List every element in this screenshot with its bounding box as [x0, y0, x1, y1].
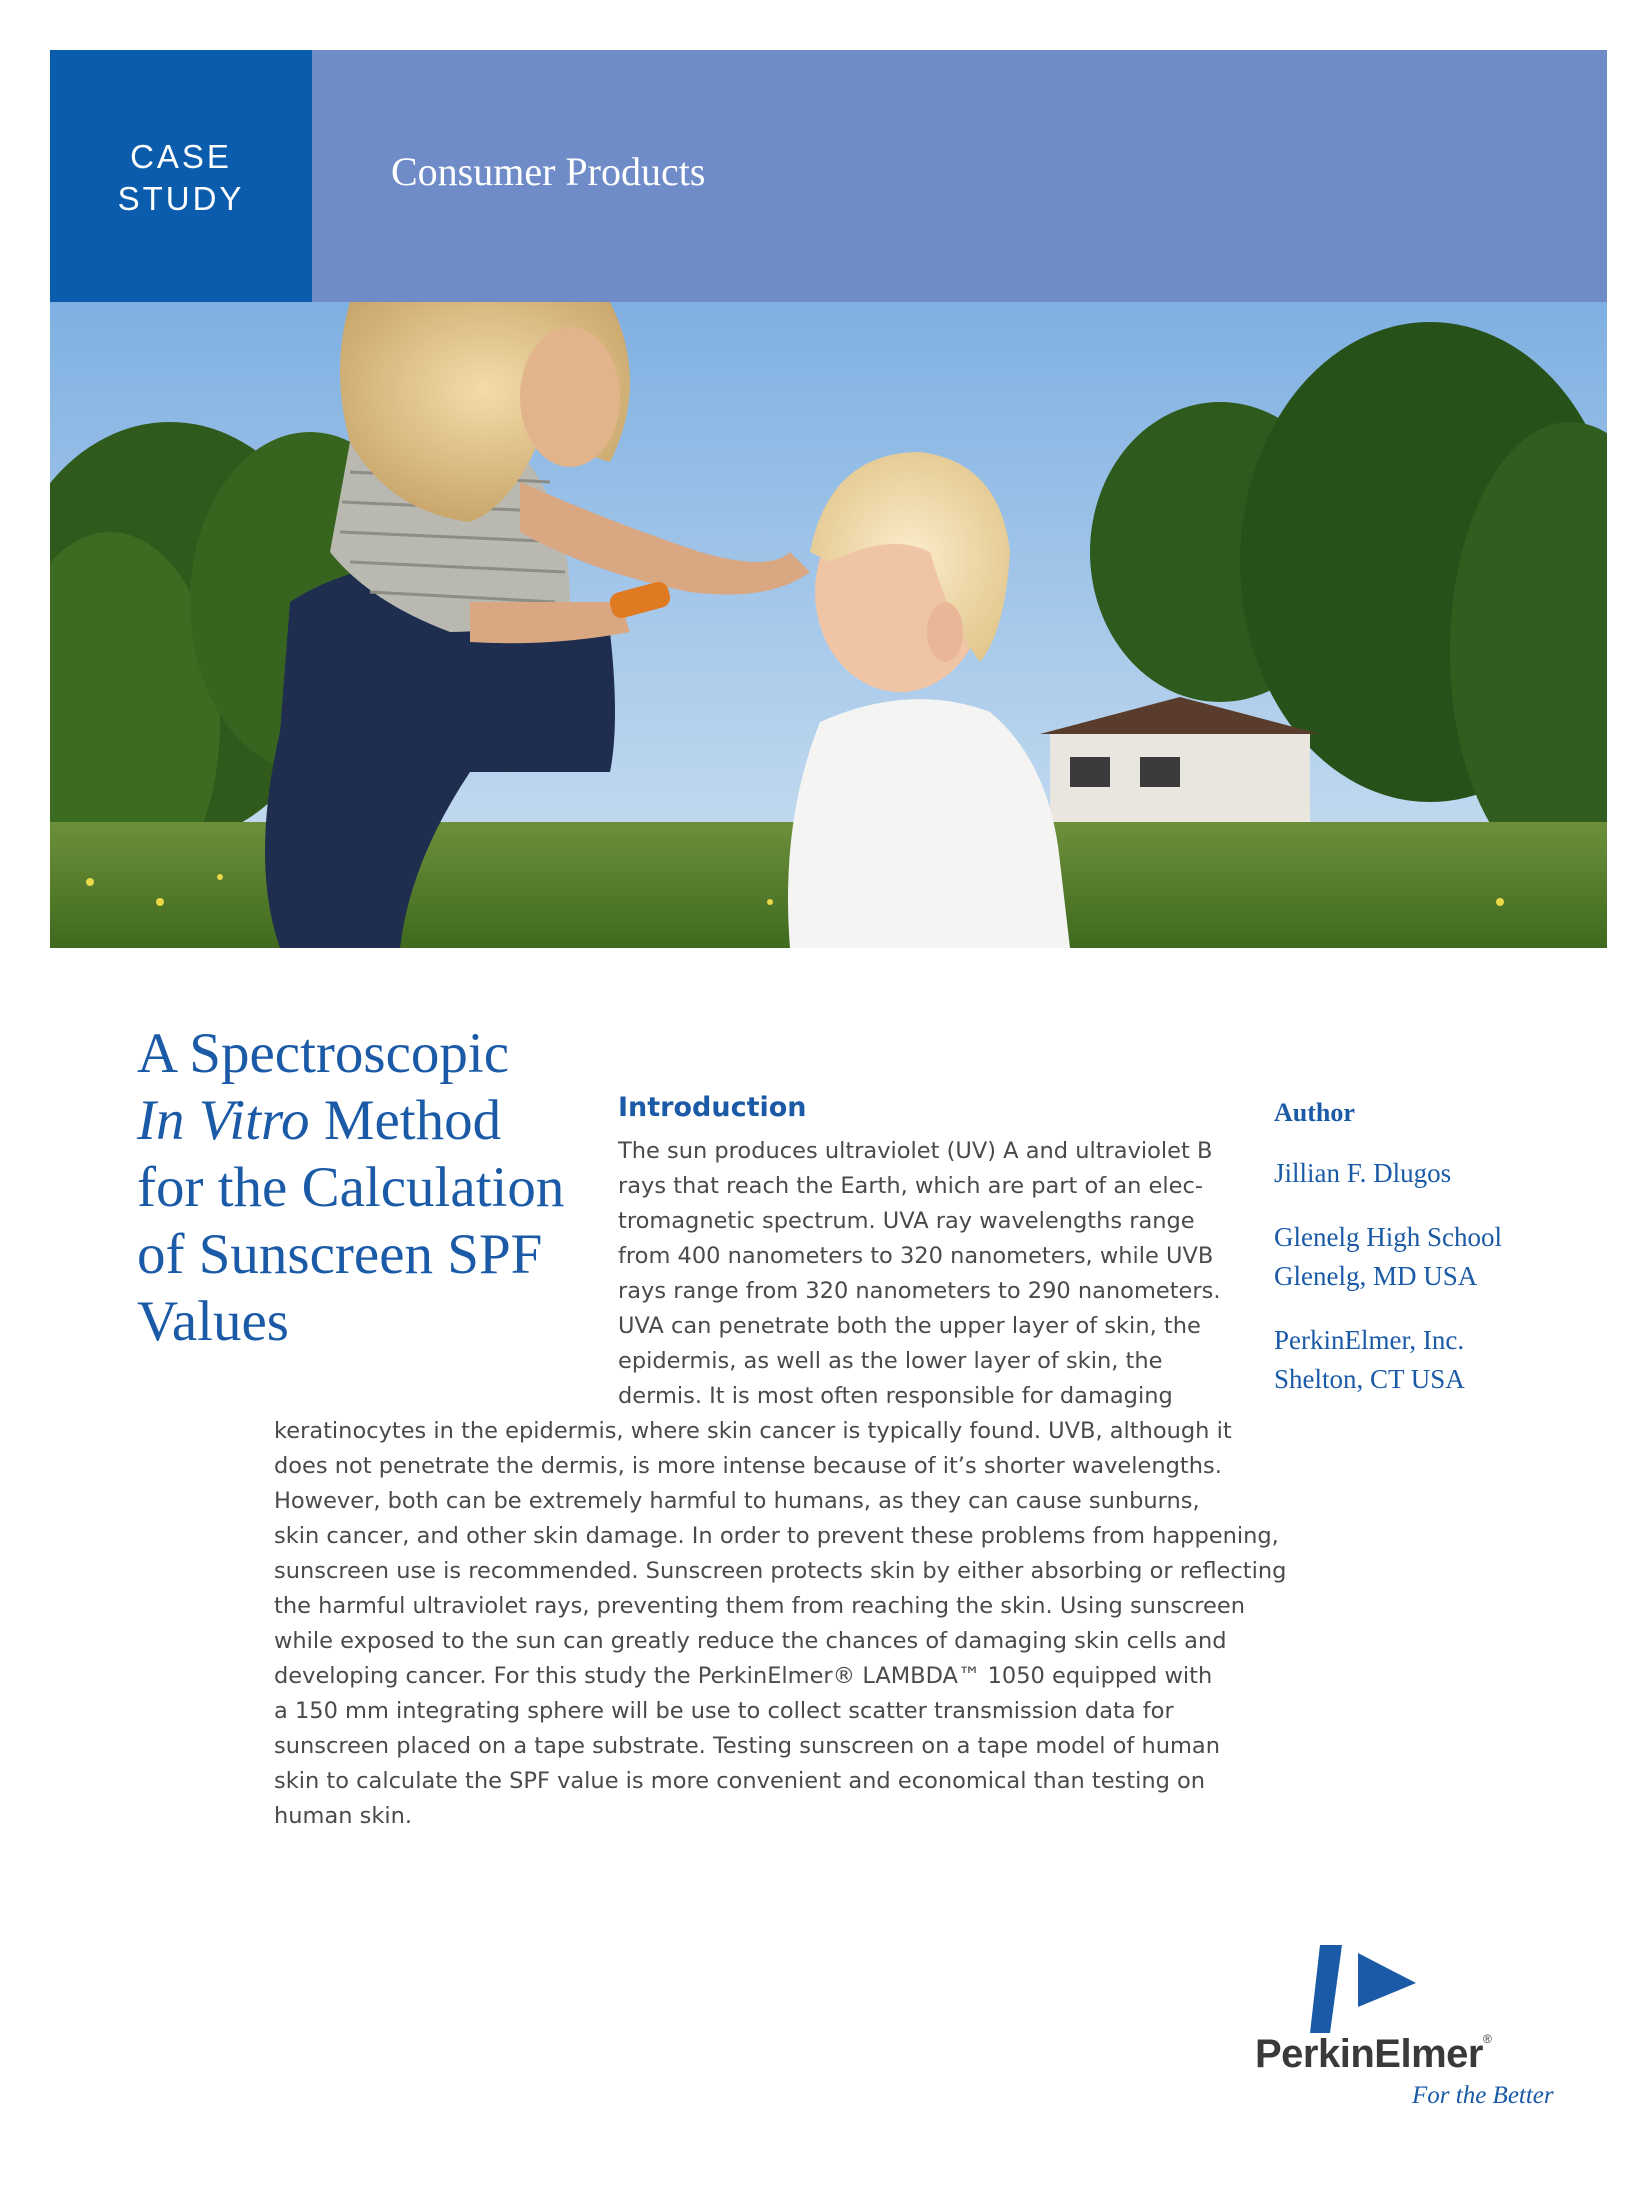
body-line: from 400 nanometers to 320 nanometers, while UVB — [618, 1243, 1214, 1269]
body-line: UVA can penetrate both the upper layer of skin, the — [618, 1313, 1201, 1339]
title-line-1: A Spectroscopic — [137, 1022, 510, 1085]
body-line: dermis. It is most often responsible for damaging — [618, 1383, 1173, 1409]
body-line: However, both can be extremely harmful to humans, as they can cause sunburns, — [274, 1488, 1200, 1514]
body-line: skin cancer, and other skin damage. In order to prevent these problems from happening, — [274, 1523, 1279, 1549]
title-line-2 — [137, 1087, 607, 1154]
logo-wordmark-text: PerkinElmer — [1255, 2032, 1483, 2076]
category-title: Consumer Products — [391, 149, 706, 194]
case-study-label-line1: CASE — [130, 138, 232, 175]
body-line: developing cancer. For this study the PerkinElmer® LAMBDA™ 1050 equipped with — [274, 1663, 1213, 1689]
body-line: rays that reach the Earth, which are part of an elec- — [618, 1173, 1203, 1199]
author-name: Jillian F. Dlugos — [1274, 1158, 1452, 1188]
logo-tagline: For the Better — [1412, 2082, 1554, 2109]
document-title — [137, 1020, 607, 1355]
title-line-5: Values — [137, 1290, 289, 1353]
author-school-location: Glenelg, MD USA — [1274, 1261, 1478, 1291]
body-line: sunscreen placed on a tape substrate. Testing sunscreen on a tape model of human — [274, 1733, 1220, 1759]
body-line: does not penetrate the dermis, is more intense because of it’s shorter wavelengths. — [274, 1453, 1222, 1479]
author-school: Glenelg High School — [1274, 1222, 1502, 1252]
author-company: PerkinElmer, Inc. — [1274, 1325, 1465, 1355]
introduction-heading: Introduction — [618, 1092, 807, 1123]
body-line: skin to calculate the SPF value is more convenient and economical than testing on — [274, 1768, 1206, 1794]
body-line: tromagnetic spectrum. UVA ray wavelengths range — [618, 1208, 1195, 1234]
author-heading: Author — [1274, 1098, 1355, 1127]
title-line-2-rest: Method — [309, 1089, 502, 1152]
title-italic-term: In Vitro — [137, 1089, 310, 1152]
logo-wordmark — [1255, 2032, 1491, 2077]
body-line: epidermis, as well as the lower layer of skin, the — [618, 1348, 1163, 1374]
title-line-4: of Sunscreen SPF — [137, 1223, 543, 1286]
body-line: human skin. — [274, 1803, 413, 1829]
perkinelmer-p-logo-icon — [1310, 1945, 1420, 2039]
body-line: The sun produces ultraviolet (UV) A and ultraviolet B — [618, 1138, 1213, 1164]
body-line: rays range from 320 nanometers to 290 nanometers. — [618, 1278, 1221, 1304]
body-line: sunscreen use is recommended. Sunscreen protects skin by either absorbing or reflecting — [274, 1558, 1287, 1584]
body-line: a 150 mm integrating sphere will be use to collect scatter transmission data for — [274, 1698, 1174, 1724]
case-study-label — [50, 50, 312, 302]
body-line: keratinocytes in the epidermis, where skin cancer is typically found. UVB, although it — [274, 1418, 1232, 1444]
author-company-location: Shelton, CT USA — [1274, 1364, 1465, 1394]
body-line: while exposed to the sun can greatly reduce the chances of damaging skin cells and — [274, 1628, 1227, 1654]
title-line-3: for the Calculation — [137, 1156, 565, 1219]
hero-photo — [50, 302, 1607, 948]
registered-mark: ® — [1482, 2032, 1492, 2046]
case-study-label-line2: STUDY — [117, 180, 245, 217]
body-line: the harmful ultraviolet rays, preventing them from reaching the skin. Using sunscreen — [274, 1593, 1245, 1619]
